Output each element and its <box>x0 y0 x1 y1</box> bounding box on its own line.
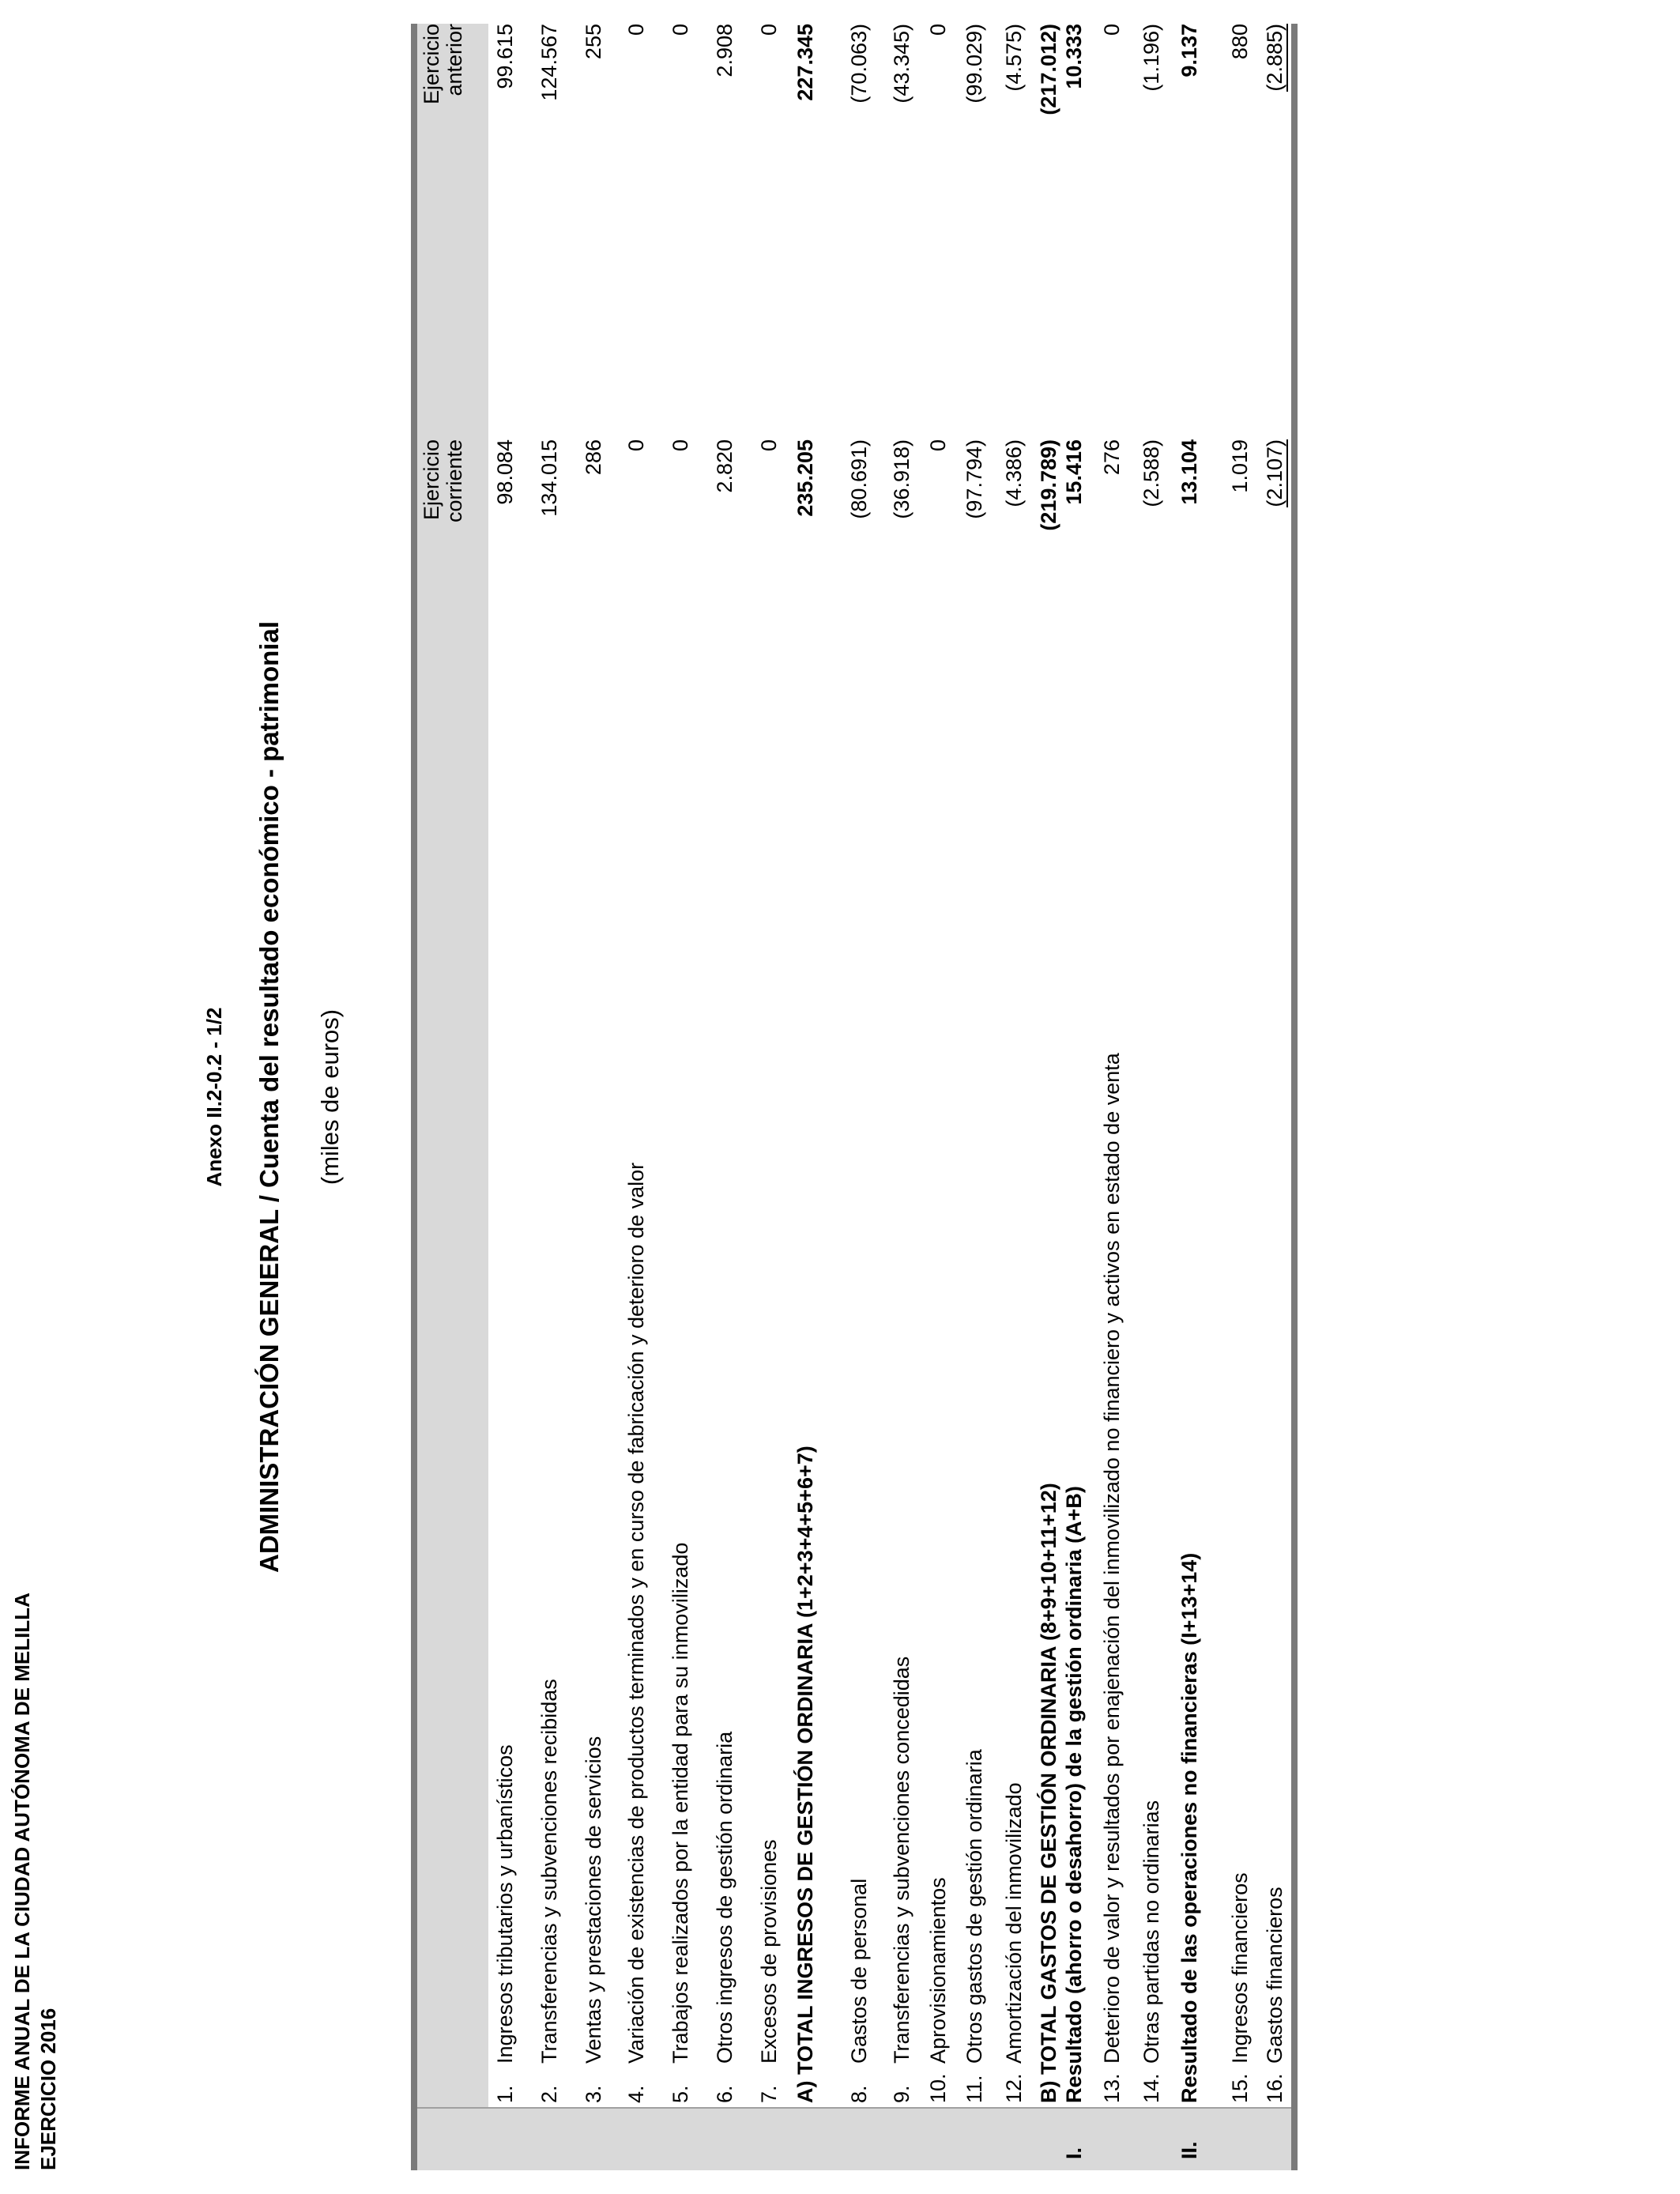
row-label: Ventas y prestaciones de servicios <box>582 1736 605 2064</box>
current-year-value <box>580 439 607 748</box>
previous-year-value <box>1176 24 1203 337</box>
column-header-previous <box>420 24 466 198</box>
row-number: 15. <box>1228 2073 1252 2103</box>
current-year-value-text: (80.691) <box>847 439 871 519</box>
report-title-line: INFORME ANUAL DE LA CIUDAD AUTÓNOMA DE MELILLA <box>10 1593 34 2170</box>
current-year-value <box>1035 439 1062 748</box>
current-year-value <box>846 439 872 748</box>
row-number: 10. <box>926 2073 950 2103</box>
current-year-value <box>888 439 915 748</box>
table-row <box>846 24 872 2170</box>
row-number: 9. <box>890 2085 913 2103</box>
previous-year-value <box>1226 24 1253 337</box>
previous-year-value-text: 880 <box>1228 24 1252 60</box>
current-year-value-text: 0 <box>624 439 648 452</box>
previous-year-value-text: 0 <box>926 24 950 36</box>
previous-year-value-text: 124.567 <box>537 24 561 101</box>
column-header-previous-line1: Ejercicio <box>420 24 443 105</box>
previous-year-value <box>1098 24 1125 337</box>
previous-year-value <box>888 24 915 337</box>
row-label: Excesos de provisiones <box>757 1839 781 2064</box>
previous-year-value-text: 0 <box>1100 24 1124 36</box>
row-number: 3. <box>582 2085 605 2103</box>
column-header-current-line2: corriente <box>443 439 466 523</box>
previous-year-value <box>755 24 782 337</box>
current-year-value-text: 235.205 <box>793 439 817 517</box>
report-year-line: EJERCICIO 2016 <box>36 2007 60 2170</box>
previous-year-value <box>1138 24 1165 337</box>
current-year-value-text: (2.588) <box>1139 439 1163 507</box>
table-bottom-rule <box>1291 24 1298 2170</box>
column-header-current-line1: Ejercicio <box>420 439 443 521</box>
row-number: 14. <box>1139 2073 1163 2103</box>
row-label: Gastos financieros <box>1263 1887 1286 2064</box>
current-year-value <box>1000 439 1027 748</box>
units-note: (miles de euros) <box>316 1008 344 1186</box>
current-year-value-text: 15.416 <box>1062 439 1086 505</box>
previous-year-value <box>792 24 819 337</box>
current-year-value-text: (4.386) <box>1002 439 1026 507</box>
previous-year-value <box>925 24 951 337</box>
current-year-value-text: 13.104 <box>1177 439 1201 505</box>
previous-year-value-text: 0 <box>669 24 692 36</box>
table-row <box>961 24 988 2170</box>
current-year-value-text: 134.015 <box>537 439 561 517</box>
current-year-value-text: 1.019 <box>1228 439 1252 493</box>
row-number: 8. <box>847 2085 871 2103</box>
row-number: 4. <box>624 2085 648 2103</box>
column-header-current <box>420 439 466 613</box>
previous-year-value-text: (1.196) <box>1139 24 1163 92</box>
table-row <box>925 24 951 2170</box>
statement-title: ADMINISTRACIÓN GENERAL / Cuenta del resultado económico - patrimonial <box>254 620 284 1574</box>
income-statement-table <box>411 24 1298 2170</box>
current-year-value-text: 0 <box>757 439 781 452</box>
row-label: Variación de existencias de productos terminados y en curso de fabricación y deterioro de valor <box>624 1162 648 2064</box>
previous-year-value-text: 255 <box>582 24 605 60</box>
table-row <box>792 24 819 2170</box>
current-year-value-text: 0 <box>669 439 692 452</box>
row-label: Trabajos realizados por la entidad para su inmovilizado <box>669 1542 692 2064</box>
row-label: Otros gastos de gestión ordinaria <box>962 1749 986 2064</box>
current-year-value <box>536 439 563 748</box>
row-number: 7. <box>757 2085 781 2103</box>
previous-year-value-text: 0 <box>757 24 781 36</box>
table-row <box>888 24 915 2170</box>
previous-year-value <box>667 24 694 337</box>
current-year-value-text: 276 <box>1100 439 1124 476</box>
previous-year-value <box>1060 24 1087 337</box>
current-year-value-text: (219.789) <box>1037 439 1060 531</box>
current-year-value <box>1138 439 1165 748</box>
current-year-value <box>792 439 819 748</box>
row-number: 12. <box>1002 2073 1026 2103</box>
table-row <box>492 24 518 2170</box>
row-label: Transferencias y subvenciones concedidas <box>890 1656 913 2064</box>
previous-year-value-text: 10.333 <box>1062 24 1086 89</box>
table-row <box>1261 24 1288 2170</box>
column-header-band <box>417 24 488 2109</box>
current-year-value <box>755 439 782 748</box>
current-year-value-text: (97.794) <box>962 439 986 519</box>
current-year-value-text: 2.820 <box>713 439 736 493</box>
current-year-value <box>1226 439 1253 748</box>
previous-year-value-text: (4.575) <box>1002 24 1026 92</box>
previous-year-value <box>536 24 563 337</box>
previous-year-value <box>846 24 872 337</box>
annex-reference: Anexo II.2-0.2 - 1/2 <box>202 1007 226 1187</box>
previous-year-value <box>492 24 518 337</box>
row-label: Gastos de personal <box>847 1878 871 2064</box>
previous-year-value-text: (43.345) <box>890 24 913 104</box>
current-year-value <box>1176 439 1203 748</box>
row-number: 16. <box>1263 2073 1286 2103</box>
table-row <box>667 24 694 2170</box>
row-label: Resultado de las operaciones no financieras (I+13+14) <box>1177 1552 1201 2103</box>
previous-year-value-text: 2.908 <box>713 24 736 77</box>
row-label: Amortización del inmovilizado <box>1002 1782 1026 2064</box>
table-top-rule <box>411 24 417 2170</box>
table-row <box>755 24 782 2170</box>
table-row <box>580 24 607 2170</box>
table-row <box>1226 24 1253 2170</box>
current-year-value-text: (36.918) <box>890 439 913 519</box>
current-year-value <box>925 439 951 748</box>
table-row <box>711 24 738 2170</box>
current-year-value <box>1060 439 1087 748</box>
previous-year-value-text: (217.012) <box>1037 24 1060 115</box>
previous-year-value <box>580 24 607 337</box>
current-year-value <box>1098 439 1125 748</box>
table-row <box>1176 24 1203 2170</box>
row-label: Aprovisionamientos <box>926 1877 950 2064</box>
row-label: Deterioro de valor y resultados por enajenación del inmovilizado no financiero y activos en estado de venta <box>1100 1053 1124 2064</box>
previous-year-value <box>961 24 988 337</box>
previous-year-value-text: (99.029) <box>962 24 986 104</box>
previous-year-value-text: (70.063) <box>847 24 871 104</box>
table-row <box>1035 24 1062 2170</box>
row-label: Ingresos tributarios y urbanísticos <box>493 1744 517 2064</box>
current-year-value <box>961 439 988 748</box>
row-label: B) TOTAL GASTOS DE GESTIÓN ORDINARIA (8+9+10+11+12) <box>1037 1483 1060 2103</box>
previous-year-value-text: (2.885) <box>1263 24 1286 92</box>
report-header <box>9 1593 62 2170</box>
previous-year-value <box>1000 24 1027 337</box>
current-year-value-text: 286 <box>582 439 605 476</box>
previous-year-value <box>623 24 650 337</box>
previous-year-value-text: 9.137 <box>1177 24 1201 77</box>
previous-year-value-text: 0 <box>624 24 648 36</box>
row-number: 1. <box>493 2085 517 2103</box>
previous-year-value <box>1261 24 1288 337</box>
table-row <box>1000 24 1027 2170</box>
current-year-value <box>623 439 650 748</box>
row-label: Resultado (ahorro o desahorro) de la gestión ordinaria (A+B) <box>1062 1486 1086 2103</box>
current-year-value-text: 98.084 <box>493 439 517 505</box>
row-label: Ingresos financieros <box>1228 1872 1252 2064</box>
row-number: 11. <box>962 2075 986 2103</box>
previous-year-value <box>1035 24 1062 337</box>
current-year-value <box>1261 439 1288 748</box>
current-year-value-text: 0 <box>926 439 950 452</box>
table-row <box>536 24 563 2170</box>
row-label: Otros ingresos de gestión ordinaria <box>713 1731 736 2064</box>
table-row <box>623 24 650 2170</box>
row-number: 6. <box>713 2085 736 2103</box>
section-number: II. <box>1177 2141 1201 2159</box>
row-label: A) TOTAL INGRESOS DE GESTIÓN ORDINARIA (1+2+3+4+5+6+7) <box>793 1446 817 2103</box>
current-year-value <box>667 439 694 748</box>
previous-year-value <box>711 24 738 337</box>
section-number: I. <box>1062 2147 1086 2159</box>
current-year-value-text: (2.107) <box>1263 439 1286 507</box>
row-number: 13. <box>1100 2073 1124 2103</box>
previous-year-value-text: 99.615 <box>493 24 517 89</box>
current-year-value <box>711 439 738 748</box>
table-row <box>1098 24 1125 2170</box>
previous-year-value-text: 227.345 <box>793 24 817 101</box>
table-row <box>1060 24 1087 2170</box>
row-number: 5. <box>669 2085 692 2103</box>
table-row <box>1138 24 1165 2170</box>
current-year-value <box>492 439 518 748</box>
row-number: 2. <box>537 2085 561 2103</box>
column-header-previous-line2: anterior <box>443 24 466 96</box>
row-label: Transferencias y subvenciones recibidas <box>537 1679 561 2064</box>
row-label: Otras partidas no ordinarias <box>1139 1800 1163 2064</box>
